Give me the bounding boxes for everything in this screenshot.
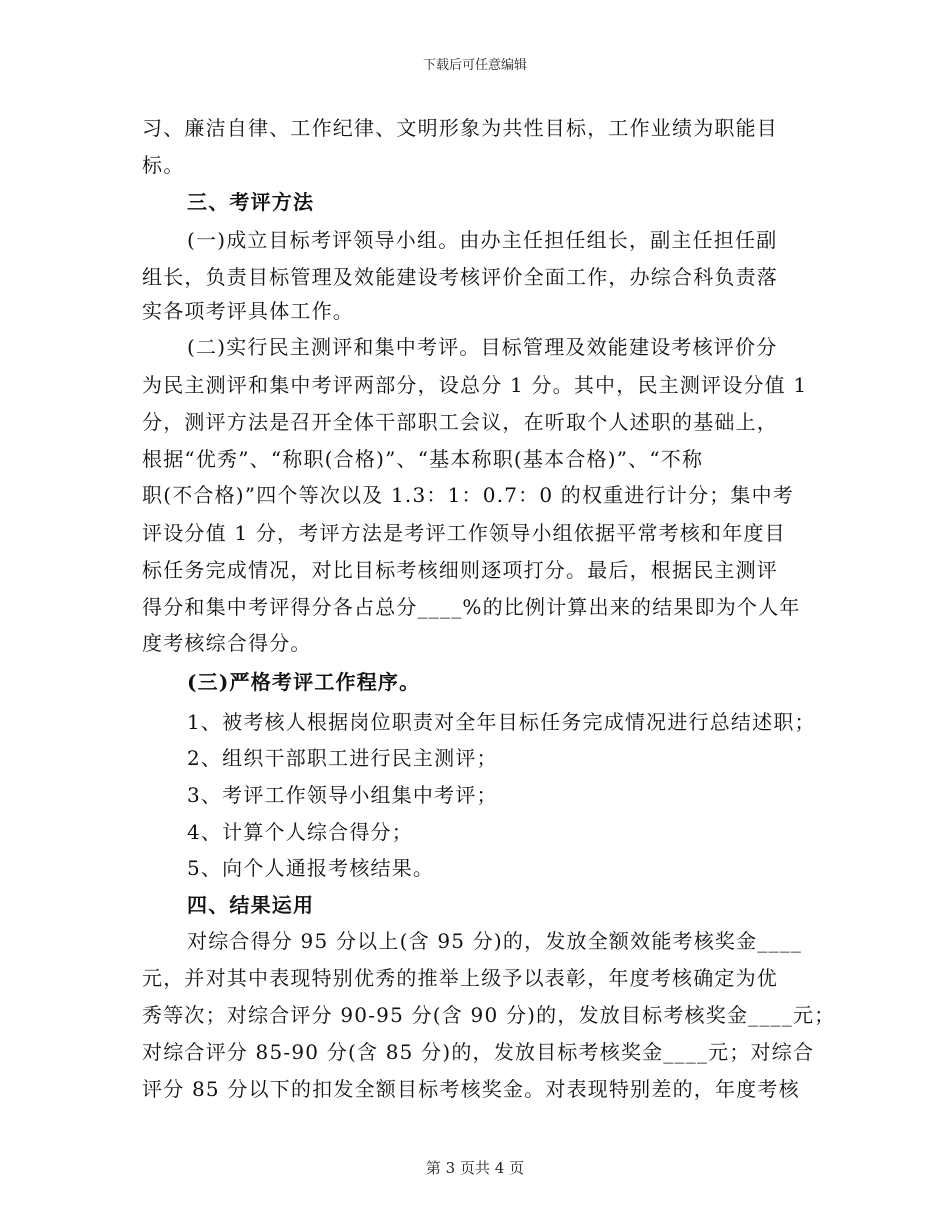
section-heading: (三)严格考评工作程序。 (187, 670, 421, 694)
section-heading: 三、考评方法 (187, 190, 315, 214)
body-line: 习、廉洁自律、工作纪律、文明形象为共性目标，工作业绩为职能目 (142, 116, 778, 140)
list-item: 4、计算个人综合得分； (187, 820, 413, 844)
body-line: 实各项考评具体工作。 (142, 299, 354, 323)
section-heading: 四、结果运用 (187, 893, 315, 917)
list-item: 3、考评工作领导小组集中考评； (187, 783, 498, 807)
body-line: 得分和集中考评得分各占总分____%的比例计算出来的结果即为个人年 (142, 595, 801, 619)
list-item: 5、向个人通报考核结果。 (187, 856, 435, 880)
body-line: 对综合得分 95 分以上(含 95 分)的，发放全额效能考核奖金____ (187, 929, 803, 953)
body-line: (一)成立目标考评领导小组。由办主任担任组长，副主任担任副 (187, 228, 778, 252)
body-line: 组长，负责目标管理及效能建设考核评价全面工作，办综合科负责落 (142, 265, 778, 289)
body-line: 秀等次；对综合评分 90-95 分(含 90 分)的，发放目标考核奖金____元； (142, 1003, 836, 1027)
body-line: 元，并对其中表现特别优秀的推举上级予以表彰，年度考核确定为优 (142, 966, 778, 990)
body-line: 根据“优秀”、“称职(合格)”、“基本称职(基本合格)”、“不称 (142, 447, 704, 471)
list-item: 2、组织干部职工进行民主测评； (187, 746, 498, 770)
body-line: 对综合评分 85-90 分(含 85 分)的，发放目标考核奖金____元；对综合 (142, 1040, 815, 1064)
body-line: 评设分值 1 分，考评方法是考评工作领导小组依据平常考核和年度目 (142, 521, 786, 545)
body-line: 标任务完成情况，对比目标考核细则逐项打分。最后，根据民主测评 (142, 558, 778, 582)
body-line: 职(不合格)”四个等次以及 1.3：1：0.7：0 的权重进行计分；集中考 (142, 483, 795, 507)
body-line: 度考核综合得分。 (142, 631, 312, 655)
body-line: 为民主测评和集中考评两部分，设总分 1 分。其中，民主测评设分值 1 (142, 373, 808, 397)
page-footer: 第 3 页共 4 页 (425, 1159, 525, 1177)
body-line: 标。 (142, 153, 185, 177)
page-header: 下载后可任意编辑 (422, 58, 527, 73)
body-line: 分，测评方法是召开全体干部职工会议，在听取个人述职的基础上， (142, 410, 778, 434)
body-line: (二)实行民主测评和集中考评。目标管理及效能建设考核评价分 (187, 335, 778, 359)
body-line: 评分 85 分以下的扣发全额目标考核奖金。对表现特别差的，年度考核 (142, 1077, 800, 1101)
list-item: 1、被考核人根据岗位职责对全年目标任务完成情况进行总结述职； (187, 710, 816, 734)
